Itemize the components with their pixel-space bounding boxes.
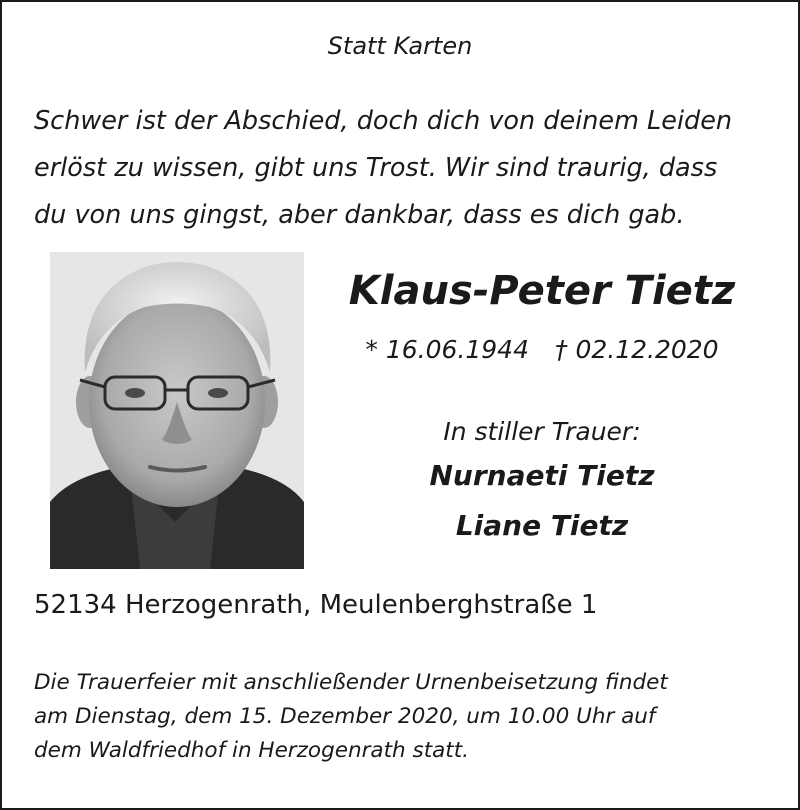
- service-line: am Dienstag, dem 15. Dezember 2020, um 10.00 Uhr auf: [34, 704, 656, 729]
- life-dates: [332, 335, 752, 364]
- portrait-illustration: [50, 252, 304, 569]
- verse-line: du von uns gingst, aber dankbar, dass es dich gab.: [34, 200, 685, 230]
- mourning-intro: In stiller Trauer:: [443, 417, 641, 446]
- birth-date: * 16.06.1944: [365, 335, 529, 364]
- verse-line: Schwer ist der Abschied, doch dich von deinem Leiden: [34, 106, 733, 136]
- family-address: 52134 Herzogenrath, Meulenberghstraße 1: [34, 590, 598, 620]
- mourner-name: Nurnaeti Tietz: [429, 459, 655, 492]
- verse-line: erlöst zu wissen, gibt uns Trost. Wir sind traurig, dass: [34, 153, 718, 183]
- memorial-verse: [34, 98, 774, 239]
- service-line: Die Trauerfeier mit anschließender Urnenbeisetzung findet: [34, 670, 668, 695]
- mourner-name: Liane Tietz: [455, 509, 629, 542]
- portrait-photo: [50, 252, 304, 569]
- header-text: Statt Karten: [327, 32, 473, 60]
- deceased-name: Klaus-Peter Tietz: [348, 268, 736, 314]
- death-date: † 02.12.2020: [555, 335, 719, 364]
- service-line: dem Waldfriedhof in Herzogenrath statt.: [34, 738, 469, 763]
- funeral-service-info: [34, 666, 774, 768]
